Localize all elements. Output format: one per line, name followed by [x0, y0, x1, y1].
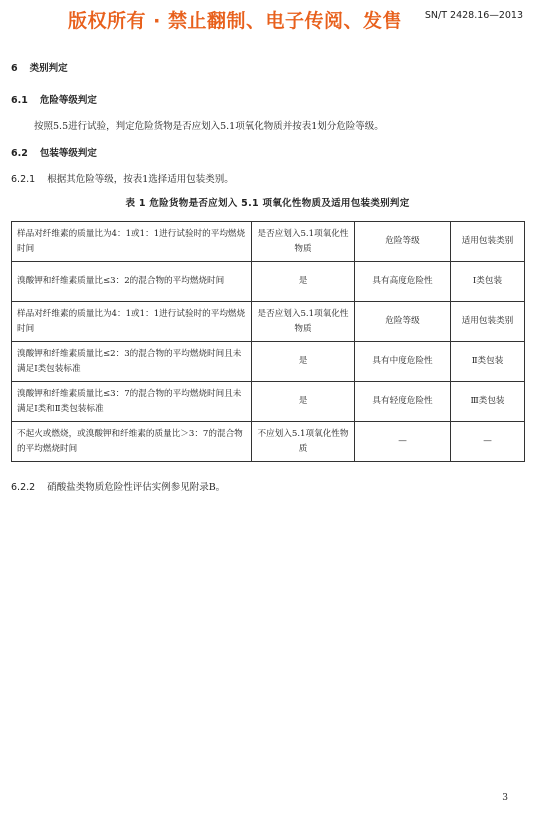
- table-cell: —: [355, 422, 451, 462]
- table-cell: 是否应划入5.1项氧化性物质: [252, 302, 355, 342]
- section-number: 6: [11, 63, 18, 74]
- table-row: [12, 262, 525, 302]
- table-cell: 溴酸钾和纤维素质量比≤3：7的混合物的平均燃烧时间且未满足Ⅰ类和Ⅱ类包装标准: [12, 382, 252, 422]
- classification-table: [11, 221, 525, 462]
- table-caption: 表 1 危险货物是否应划入 5.1 项氧化性物质及适用包装类别判定: [125, 198, 410, 209]
- table-cell: Ⅱ类包装: [451, 342, 525, 382]
- table-cell: 适用包装类别: [451, 302, 525, 342]
- table-cell: 溴酸钾和纤维素质量比≤2：3的混合物的平均燃烧时间且未满足Ⅰ类包装标准: [12, 342, 252, 382]
- section-6-2-heading: [11, 145, 97, 159]
- table-row: [12, 422, 525, 462]
- table-cell: 是: [252, 382, 355, 422]
- section-6-2-2-paragraph: [11, 479, 225, 493]
- clause-text: 根据其危险等级，按表1选择适用包装类别。: [47, 174, 234, 185]
- table-cell: 是: [252, 342, 355, 382]
- section-title: 类别判定: [29, 63, 68, 74]
- standard-code: SN/T 2428.16—2013: [424, 10, 523, 21]
- table-cell: Ⅰ类包装: [451, 262, 525, 302]
- table-cell: 样品对纤维素的质量比为4：1或1：1进行试验时的平均燃烧时间: [12, 222, 252, 262]
- section-6-1-heading: [11, 92, 97, 106]
- table-cell: 样品对纤维素的质量比为4：1或1：1进行试验时的平均燃烧时间: [12, 302, 252, 342]
- table-cell: —: [451, 422, 525, 462]
- table-cell: 具有中度危险性: [355, 342, 451, 382]
- section-6-heading: [11, 60, 68, 74]
- section-6-2-1-paragraph: [11, 171, 234, 185]
- clause-number: 6.2.2: [11, 482, 36, 493]
- table-cell: 溴酸钾和纤维素质量比≤3：2的混合物的平均燃烧时间: [12, 262, 252, 302]
- table-row: [12, 382, 525, 422]
- section-title: 包装等级判定: [39, 148, 97, 159]
- table-row: [12, 342, 525, 382]
- clause-number: 6.2.1: [11, 174, 36, 185]
- table-cell: 危险等级: [355, 302, 451, 342]
- section-title: 危险等级判定: [39, 95, 97, 106]
- section-number: 6.1: [11, 95, 28, 106]
- section-6-1-paragraph: 按照5.5进行试验，判定危险货物是否应划入5.1项氧化物质并按表1划分危险等级。: [34, 121, 384, 132]
- table-row: [12, 222, 525, 262]
- table-cell: 危险等级: [355, 222, 451, 262]
- clause-text: 硝酸盐类物质危险性评估实例参见附录B。: [47, 482, 226, 493]
- table-cell: 适用包装类别: [451, 222, 525, 262]
- watermark-text: 版权所有 · 禁止翻制、电子传阅、发售: [68, 10, 402, 32]
- table-cell: 不起火或燃烧，或溴酸钾和纤维素的质量比＞3：7的混合物的平均燃烧时间: [12, 422, 252, 462]
- table-cell: 具有轻度危险性: [355, 382, 451, 422]
- table-cell: 是: [252, 262, 355, 302]
- table-cell: Ⅲ类包装: [451, 382, 525, 422]
- section-number: 6.2: [11, 148, 28, 159]
- table-row: [12, 302, 525, 342]
- table-cell: 是否应划入5.1项氧化性物质: [252, 222, 355, 262]
- table-cell: 不应划入5.1项氧化性物质: [252, 422, 355, 462]
- table-cell: 具有高度危险性: [355, 262, 451, 302]
- page-number: 3: [502, 793, 508, 803]
